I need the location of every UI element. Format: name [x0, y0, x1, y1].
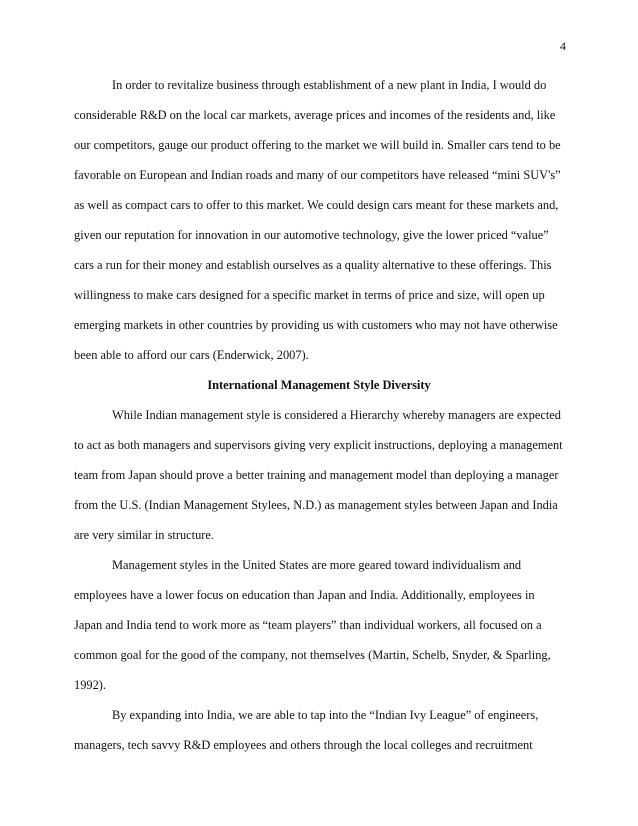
paragraph-us-management-styles: Management styles in the United States are more geared toward individualism and employees have a lower focus on education than Japan and India. Additionally, employees in Japan and India tend to work more as “team players” than individual workers, all focused on a common goal for the good of the company, not themselves (Martin, Schelb, Snyder, & Sparling, 1992). — [74, 558, 551, 692]
section-heading: International Management Style Diversity — [207, 378, 431, 392]
paragraph-revitalize-business: In order to revitalize business through establishment of a new plant in India, I would do considerable R&D on the local car markets, average prices and incomes of the residents and, like our competitors, gauge our product offering to the market we will build in. Smaller cars tend to be favorable on European and Indian roads and many of our competitors have released “mini SUV's” as well as compact cars to offer to this market. We could design cars meant for these markets and, given our reputation for innovation in our automotive technology, give the lower priced “value” cars a run for their money and establish ourselves as a quality alternative to these offerings. This willingness to make cars designed for a specific market in terms of price and size, will open up emerging markets in other countries by providing us with customers who may not have otherwise been able to afford our cars (Enderwick, 2007). — [74, 78, 561, 362]
paragraph-expanding-into-india: By expanding into India, we are able to tap into the “Indian Ivy League” of engineers, managers, tech savvy R&D employees and others through the local colleges and recruitment — [74, 708, 539, 752]
paragraph-indian-management-style: While Indian management style is considered a Hierarchy whereby managers are expected to act as both managers and supervisors giving very explicit instructions, deploying a management team from Japan should prove a better training and management model than deploying a manager from the U.S. (Indian Management Stylees, N.D.) as management styles between Japan and India are very similar in structure. — [74, 408, 563, 542]
document-body — [74, 70, 564, 760]
page-number: 4 — [560, 39, 566, 53]
